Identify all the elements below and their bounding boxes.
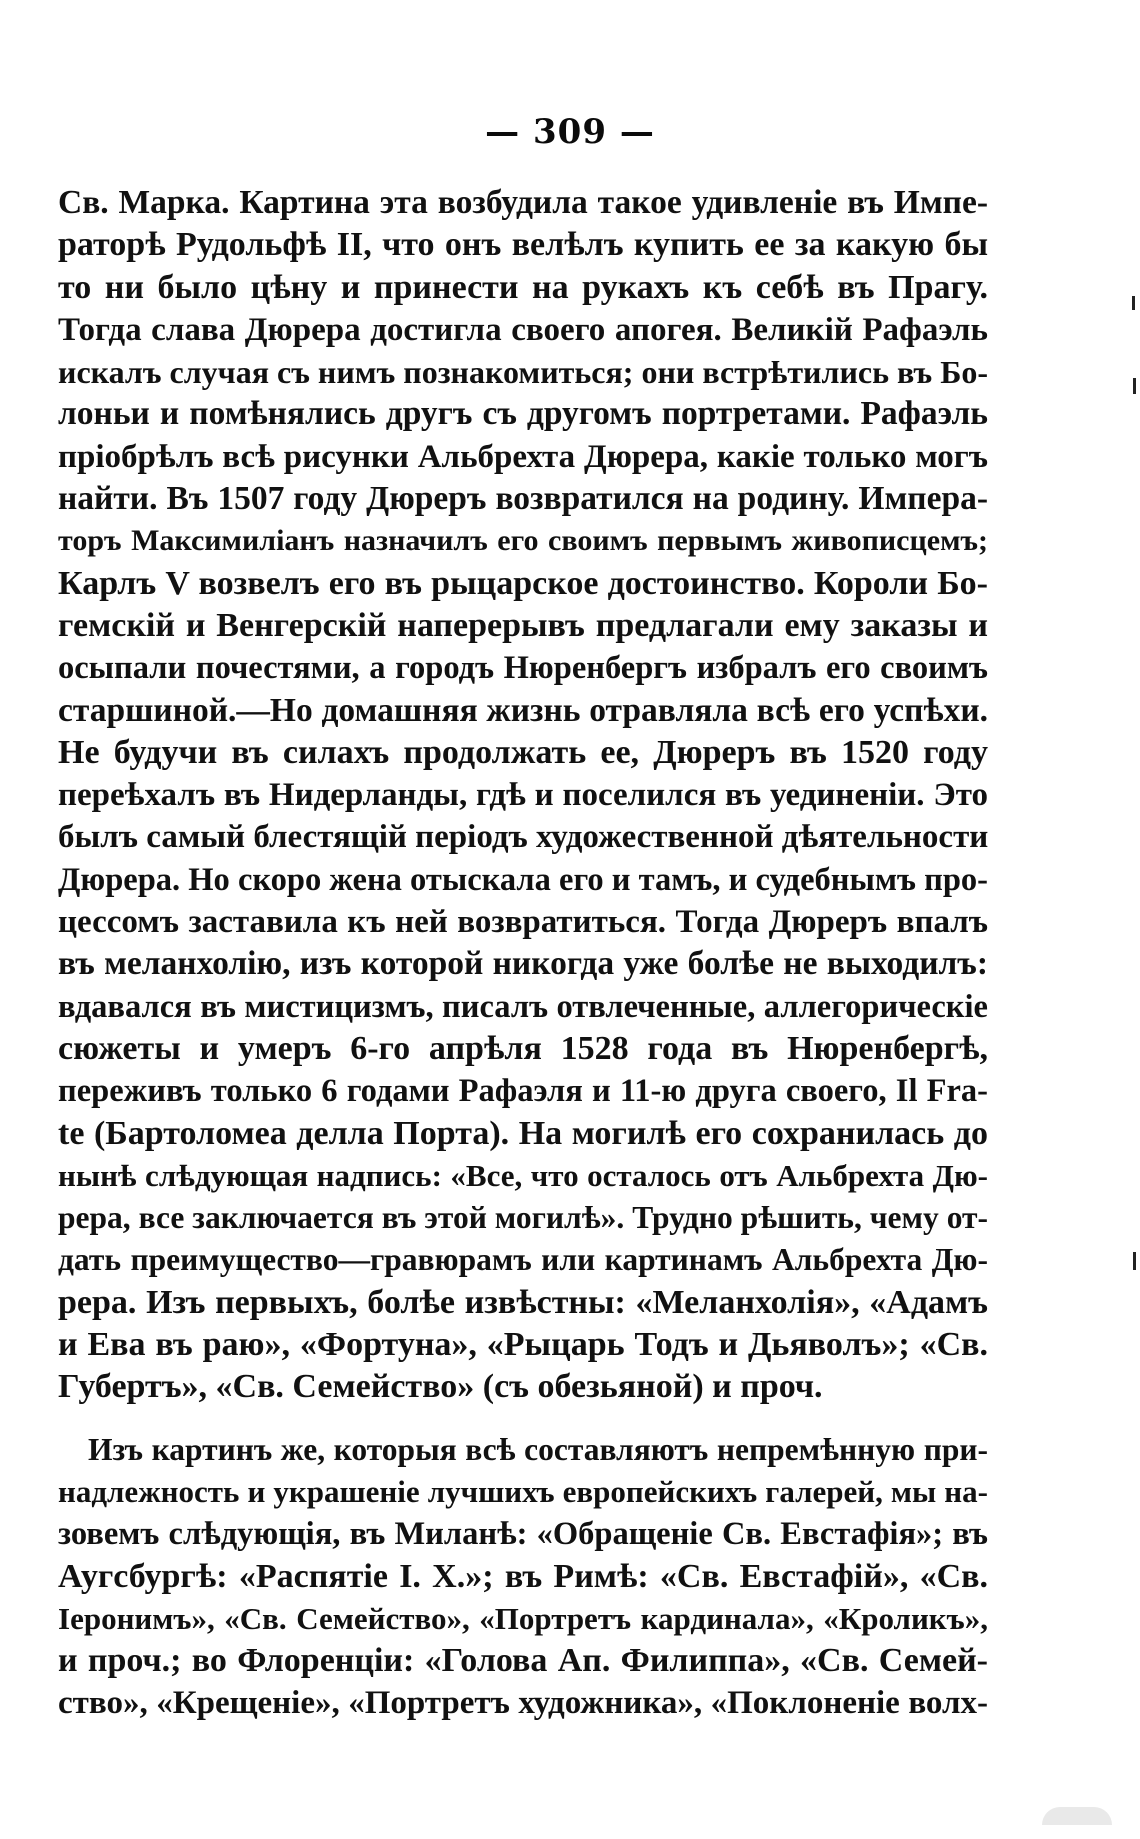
text-line: старшиной.—Но домашняя жизнь отравляла всѣ его успѣхи. xyxy=(58,691,988,729)
text-line: лоньи и помѣнялись другъ съ другомъ портретами. Рафаэль xyxy=(58,395,988,433)
text-line: Іеронимъ», «Св. Семейство», «Портретъ кардинала», «Кроликъ», xyxy=(58,1600,988,1636)
text-line: Карлъ V возвелъ его въ рыцарское достоинство. Короли Бо- xyxy=(58,564,988,602)
text-line: то ни было цѣну и принести на рукахъ къ себѣ въ Прагу. xyxy=(58,268,988,306)
text-line: ство», «Крещеніе», «Портретъ художника», «Поклоненіе волх- xyxy=(58,1685,988,1722)
text-line: и проч.; во Флоренціи: «Голова Ап. Филиппа», «Св. Семей- xyxy=(58,1642,988,1680)
paragraph-spacer xyxy=(58,1409,988,1429)
text-line: Изъ картинъ же, которыя всѣ составляютъ непремѣнную при- xyxy=(88,1431,988,1467)
text-line: переживъ только 6 годами Рафаэля и 11-ю друга своего, Il Fra- xyxy=(58,1073,988,1110)
text-line: рера. Изъ первыхъ, болѣе извѣстны: «Меланхолія», «Адамъ xyxy=(58,1283,988,1321)
text-line: искалъ случая съ нимъ познакомиться; они встрѣтились въ Бо- xyxy=(58,354,988,391)
text-line: рера, все заключается въ этой могилѣ». Трудно рѣшить, чему от- xyxy=(58,1200,988,1236)
text-line: Губертъ», «Св. Семейство» (съ обезьяной) и проч. xyxy=(58,1368,823,1406)
text-line: въ меланхолію, изъ которой никогда уже болѣе не выходилъ: xyxy=(58,945,988,983)
text-line: зовемъ слѣдующія, въ Миланѣ: «Обращеніе Св. Евстафія»; въ xyxy=(58,1516,988,1553)
text-line: Аугсбургѣ: «Распятіе І. Х.»; въ Римѣ: «Св. Евстафій», «Св. xyxy=(58,1557,988,1595)
text-line: Св. Марка. Картина эта возбудила такое удивленіе въ Импе- xyxy=(58,184,988,221)
paragraph-2 xyxy=(58,1429,988,1725)
text-line: раторѣ Рудольфѣ II, что онъ велѣлъ купить ее за какую бы xyxy=(58,226,988,264)
text-line: цессомъ заставила къ ней возвратиться. Тогда Дюреръ впалъ xyxy=(58,904,988,941)
text-line: надлежность и украшеніе лучшихъ европейскихъ галерей, мы на- xyxy=(58,1473,988,1509)
text-line: Дюрера. Но скоро жена отыскала его и тамъ, и судебнымъ про- xyxy=(58,861,988,898)
scan-speck xyxy=(1132,296,1135,310)
text-line: гемскій и Венгерскій наперерывъ предлагали ему заказы и xyxy=(58,606,988,644)
scan-speck xyxy=(1133,378,1136,394)
text-line: сюжеты и умеръ 6-го апрѣля 1528 года въ Нюренбергѣ, xyxy=(58,1029,988,1067)
text-line: переѣхалъ въ Нидерланды, гдѣ и поселился въ уединеніи. Это xyxy=(58,777,988,814)
page-number: — 309 — xyxy=(485,112,655,152)
text-line: дать преимущество—гравюрамъ или картинамъ Альбрехта Дю- xyxy=(58,1242,988,1278)
scan-speck xyxy=(1133,1252,1136,1270)
text-line: и Ева въ раю», «Фортуна», «Рыцарь Тодъ и Дьяволъ»; «Св. xyxy=(58,1326,988,1364)
text-line: торъ Максимиліанъ назначилъ его своимъ первымъ живописцемъ; xyxy=(58,524,988,558)
text-line: Не будучи въ силахъ продолжать ее, Дюреръ въ 1520 году xyxy=(58,733,988,771)
text-line: пріобрѣлъ всѣ рисунки Альбрехта Дюрера, какіе только могъ xyxy=(58,438,988,475)
text-line: осыпали почестями, а городъ Нюренбергъ избралъ его своимъ xyxy=(58,650,988,687)
text-line: найти. Въ 1507 году Дюреръ возвратился на родину. Импера- xyxy=(58,480,988,518)
text-line: Тогда слава Дюрера достигла своего апогея. Великій Рафаэль xyxy=(58,311,988,348)
scan-artifact xyxy=(1042,1807,1112,1825)
paragraph-1 xyxy=(58,182,988,1409)
body-text xyxy=(58,182,988,1725)
text-line: былъ самый блестящій періодъ художественной дѣятельности xyxy=(58,819,989,856)
text-line: вдавался въ мистицизмъ, писалъ отвлеченные, аллегорическіе xyxy=(58,988,988,1025)
text-line: нынѣ слѣдующая надпись: «Все, что осталось отъ Альбрехта Дю- xyxy=(58,1157,988,1193)
text-line: te (Бартоломеа делла Порта). На могилѣ его сохранилась до xyxy=(58,1114,988,1152)
